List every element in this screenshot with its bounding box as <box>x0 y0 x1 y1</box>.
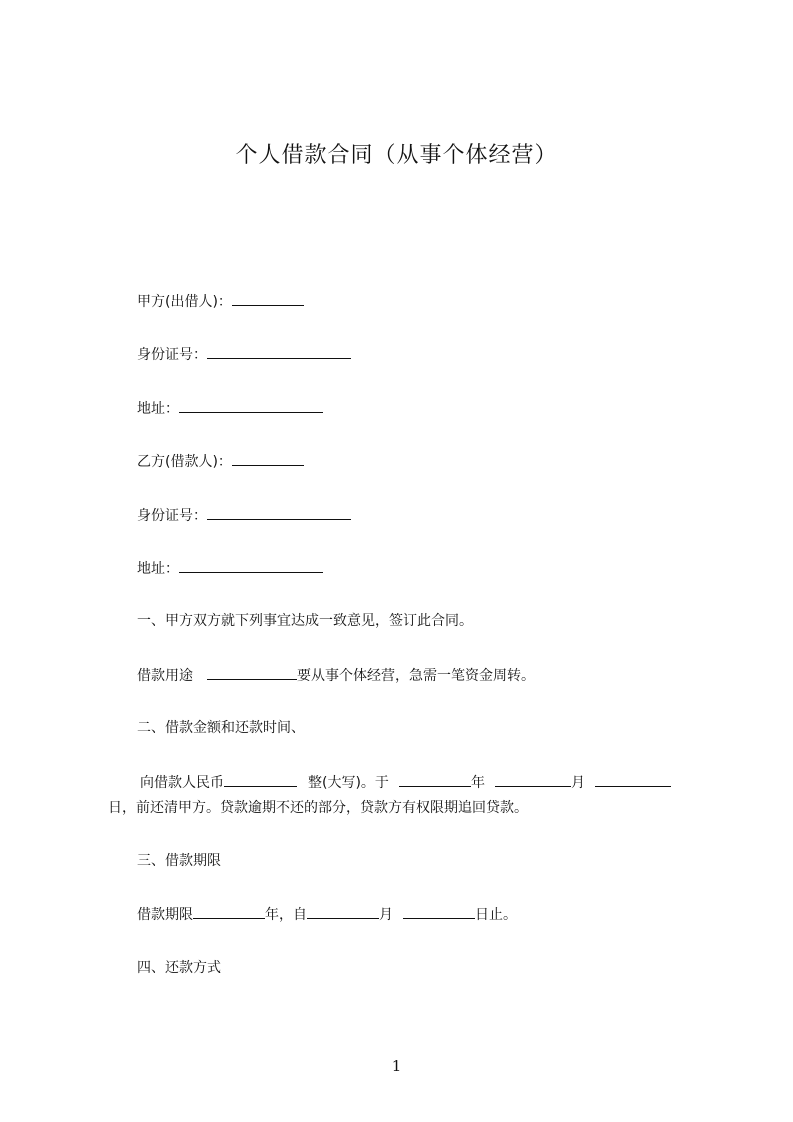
repay-year-blank <box>399 772 471 787</box>
party-b-address-label: 地址： <box>137 561 179 577</box>
party-a-address-line <box>137 398 323 419</box>
clause-1-heading: 一、甲方双方就下列事宜达成一致意见，签订此合同。 <box>137 613 473 629</box>
repay-month-label: 月 <box>570 775 585 791</box>
loan-amount-label: 向借款人民币 <box>140 775 224 791</box>
loan-amount-uppercase-label: 整(大写)。于 <box>308 775 389 791</box>
loan-term-end-label: 日止。 <box>475 907 517 923</box>
party-a-label: 甲方(出借人)： <box>137 294 232 310</box>
party-a-name-blank <box>232 291 304 306</box>
party-b-id-blank <box>207 505 351 520</box>
repay-deadline-text: 日，前还清甲方。贷款逾期不还的部分，贷款方有权限期追回贷款。 <box>108 800 528 816</box>
document-title: 个人借款合同（从事个体经营） <box>235 143 558 168</box>
party-a-id-blank <box>207 344 351 359</box>
loan-term-from-label: 年，自 <box>265 907 307 923</box>
loan-purpose-text: 要从事个体经营，急需一笔资金周转。 <box>297 668 535 684</box>
loan-term-line <box>137 904 517 925</box>
party-a-address-label: 地址： <box>137 401 179 417</box>
party-b-id-label: 身份证号： <box>137 508 207 524</box>
clause-2-heading: 二、借款金额和还款时间、 <box>137 720 305 736</box>
repay-day-blank <box>595 772 671 787</box>
party-b-label: 乙方(借款人)： <box>137 454 232 470</box>
party-b-name-blank <box>232 451 304 466</box>
loan-term-end-blank <box>403 904 475 919</box>
party-a-address-blank <box>179 398 323 413</box>
clause-4-heading: 四、还款方式 <box>137 960 221 976</box>
party-a-id-label: 身份证号： <box>137 347 207 363</box>
party-a-name-line <box>137 291 304 312</box>
party-b-address-line <box>137 558 323 579</box>
loan-term-label: 借款期限 <box>137 907 193 923</box>
loan-term-month-label: 月 <box>379 907 393 923</box>
loan-amount-line <box>140 772 671 793</box>
clause-3-heading: 三、借款期限 <box>137 853 221 869</box>
repay-month-blank <box>495 772 571 787</box>
repay-year-label: 年 <box>470 775 485 791</box>
loan-purpose-line <box>137 665 535 686</box>
party-a-id-line <box>137 344 351 365</box>
page-number: 1 <box>391 1057 402 1075</box>
loan-term-years-blank <box>193 904 265 919</box>
loan-purpose-label: 借款用途 <box>137 668 193 684</box>
party-b-address-blank <box>179 558 323 573</box>
loan-purpose-blank <box>207 665 297 680</box>
party-b-name-line <box>137 451 304 472</box>
loan-amount-blank <box>224 772 297 787</box>
party-b-id-line <box>137 505 351 526</box>
loan-term-from-blank <box>307 904 379 919</box>
